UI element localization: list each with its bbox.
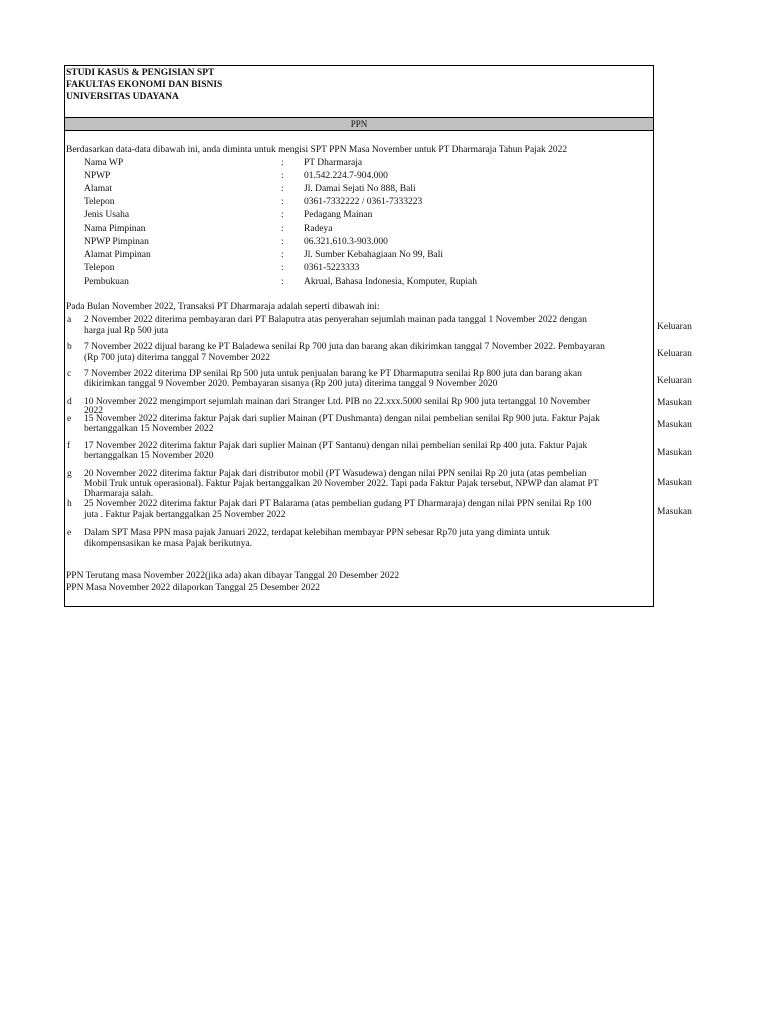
profile-value: Jl. Sumber Kebahagiaan No 99, Bali	[304, 250, 444, 260]
profile-sep: :	[281, 250, 284, 260]
transaction-marker: f	[67, 441, 71, 451]
transaction-text: 10 November 2022 mengimport sejumlah mainan dari Stranger Ltd. PIB no 22.xxx.5000 senilai Rp 900 juta tertanggal 10 November	[84, 397, 591, 407]
transaction-category: Keluaran	[657, 349, 692, 359]
profile-label: Nama Pimpinan	[84, 224, 146, 234]
profile-label: NPWP	[84, 171, 111, 181]
profile-sep: :	[281, 197, 284, 207]
transaction-text: 2022	[84, 406, 103, 416]
profile-label: Alamat Pimpinan	[84, 250, 151, 260]
profile-value: 06.321.610.3-903.000	[304, 237, 388, 247]
profile-sep: :	[281, 171, 284, 181]
transaction-marker: d	[67, 397, 72, 407]
profile-value: Radeya	[304, 224, 333, 234]
transaction-category: Keluaran	[657, 322, 692, 332]
profile-label: Jenis Usaha	[84, 210, 130, 220]
transaction-text: Dalam SPT Masa PPN masa pajak Januari 2022, terdapat kelebihan membayar PPN sebesar Rp70 juta yang diminta untuk	[84, 528, 550, 538]
profile-label: NPWP Pimpinan	[84, 237, 149, 247]
transaction-text: bertanggalkan 15 November 2020	[84, 451, 214, 461]
profile-sep: :	[281, 237, 284, 247]
intro-text: Berdasarkan data-data dibawah ini, anda diminta untuk mengisi SPT PPN Masa November untuk PT Dharmaraja Tahun Pajak 2022	[66, 145, 568, 155]
profile-sep: :	[281, 224, 284, 234]
transaction-text: 2 November 2022 diterima pembayaran dari PT Balaputra atas penyerahan sejumlah mainan pada tanggal 1 November 2022 dengan	[84, 315, 587, 325]
header-line-2: FAKULTAS EKONOMI DAN BISNIS	[66, 80, 223, 90]
footer-report-note: PPN Masa November 2022 dilaporkan Tanggal 25 Desember 2022	[66, 583, 321, 593]
profile-label: Telepon	[84, 263, 115, 273]
header-line-1: STUDI KASUS & PENGISIAN SPT	[66, 68, 215, 78]
transaction-marker: g	[67, 469, 72, 479]
transactions-intro: Pada Bulan November 2022, Transaksi PT Dharmaraja adalah seperti dibawah ini:	[66, 302, 380, 312]
profile-sep: :	[281, 210, 284, 220]
transaction-text: 25 November 2022 diterima faktur Pajak dari PT Balarama (atas pembelian gudang PT Dharmaraja) dengan nilai PPN senilai Rp 100	[84, 499, 592, 509]
transaction-text: 7 November 2022 diterima DP senilai Rp 500 juta untuk penjualan barang ke PT Dharmaputra senilai Rp 800 juta dan barang akan	[84, 369, 582, 379]
section-title: PPN	[350, 119, 368, 129]
transaction-text: dikirimkan tanggal 9 November 2020. Pembayaran sisanya (Rp 200 juta) diterima tanggal 9 November 2020	[84, 379, 498, 389]
profile-value: Jl. Damai Sejati No 888, Bali	[304, 184, 416, 194]
transaction-text: 20 November 2022 diterima faktur Pajak dari distributor mobil (PT Wasudewa) dengan nilai PPN senilai Rp 20 juta (atas pembelian	[84, 469, 587, 479]
transaction-text: (Rp 700 juta) diterima tanggal 7 November 2022	[84, 353, 270, 363]
transaction-category: Masukan	[657, 448, 692, 458]
profile-value: 0361-5223333	[304, 263, 360, 273]
profile-sep: :	[281, 158, 284, 168]
transaction-marker: h	[67, 499, 72, 509]
transaction-text: 7 November 2022 dijual barang ke PT Baladewa senilai Rp 700 juta dan barang akan dikirimkan tanggal 7 November 2022. Pembayaran	[84, 342, 605, 352]
transaction-category: Masukan	[657, 398, 692, 408]
transaction-text: bertanggalkan 15 November 2022	[84, 424, 214, 434]
transaction-category: Masukan	[657, 507, 692, 517]
transaction-category: Keluaran	[657, 376, 692, 386]
transaction-text: 17 November 2022 diterima faktur Pajak dari suplier Mainan (PT Santanu) dengan nilai pembelian senilai Rp 400 juta. Faktur Pajak	[84, 441, 588, 451]
profile-label: Pembukuan	[84, 277, 129, 287]
header-line-3: UNIVERSITAS UDAYANA	[66, 92, 179, 102]
transaction-category: Masukan	[657, 478, 692, 488]
transaction-text: Mobil Truk untuk operasional). Faktur Pajak bertanggalkan 20 November 2022. Tapi pada Faktur Pajak tersebut, NPWP dan alamat PT	[84, 479, 599, 489]
transaction-marker: e	[67, 414, 72, 424]
profile-sep: :	[281, 184, 284, 194]
transaction-text: Dharmaraja salah.	[84, 489, 154, 499]
section-band	[65, 117, 653, 131]
transaction-marker: b	[67, 342, 72, 352]
transaction-text: 15 November 2022 diterima faktur Pajak dari suplier Mainan (PT Dushmanta) dengan nilai pembelian senilai Rp 900 juta. Faktur Pajak	[84, 414, 600, 424]
transaction-text: harga jual Rp 500 juta	[84, 326, 169, 336]
profile-label: Nama WP	[84, 158, 124, 168]
transaction-marker: e	[67, 528, 72, 538]
profile-sep: :	[281, 277, 284, 287]
profile-value: 01.542.224.7-904.000	[304, 171, 388, 181]
footer-payment-note: PPN Terutang masa November 2022(jika ada) akan dibayar Tanggal 20 Desember 2022	[66, 571, 400, 581]
transaction-text: juta . Faktur Pajak bertanggalkan 25 November 2022	[84, 510, 286, 520]
transaction-category: Masukan	[657, 420, 692, 430]
profile-value: Pedagang Mainan	[304, 210, 373, 220]
transaction-text: dikompensasikan ke masa Pajak berikutnya.	[84, 539, 253, 549]
profile-value: PT Dharmaraja	[304, 158, 363, 168]
profile-value: 0361-7332222 / 0361-7333223	[304, 197, 423, 207]
profile-sep: :	[281, 263, 284, 273]
profile-label: Telepon	[84, 197, 115, 207]
profile-value: Akrual, Bahasa Indonesia, Komputer, Rupiah	[304, 277, 477, 287]
profile-label: Alamat	[84, 184, 112, 194]
transaction-marker: c	[67, 369, 72, 379]
transaction-marker: a	[67, 315, 72, 325]
